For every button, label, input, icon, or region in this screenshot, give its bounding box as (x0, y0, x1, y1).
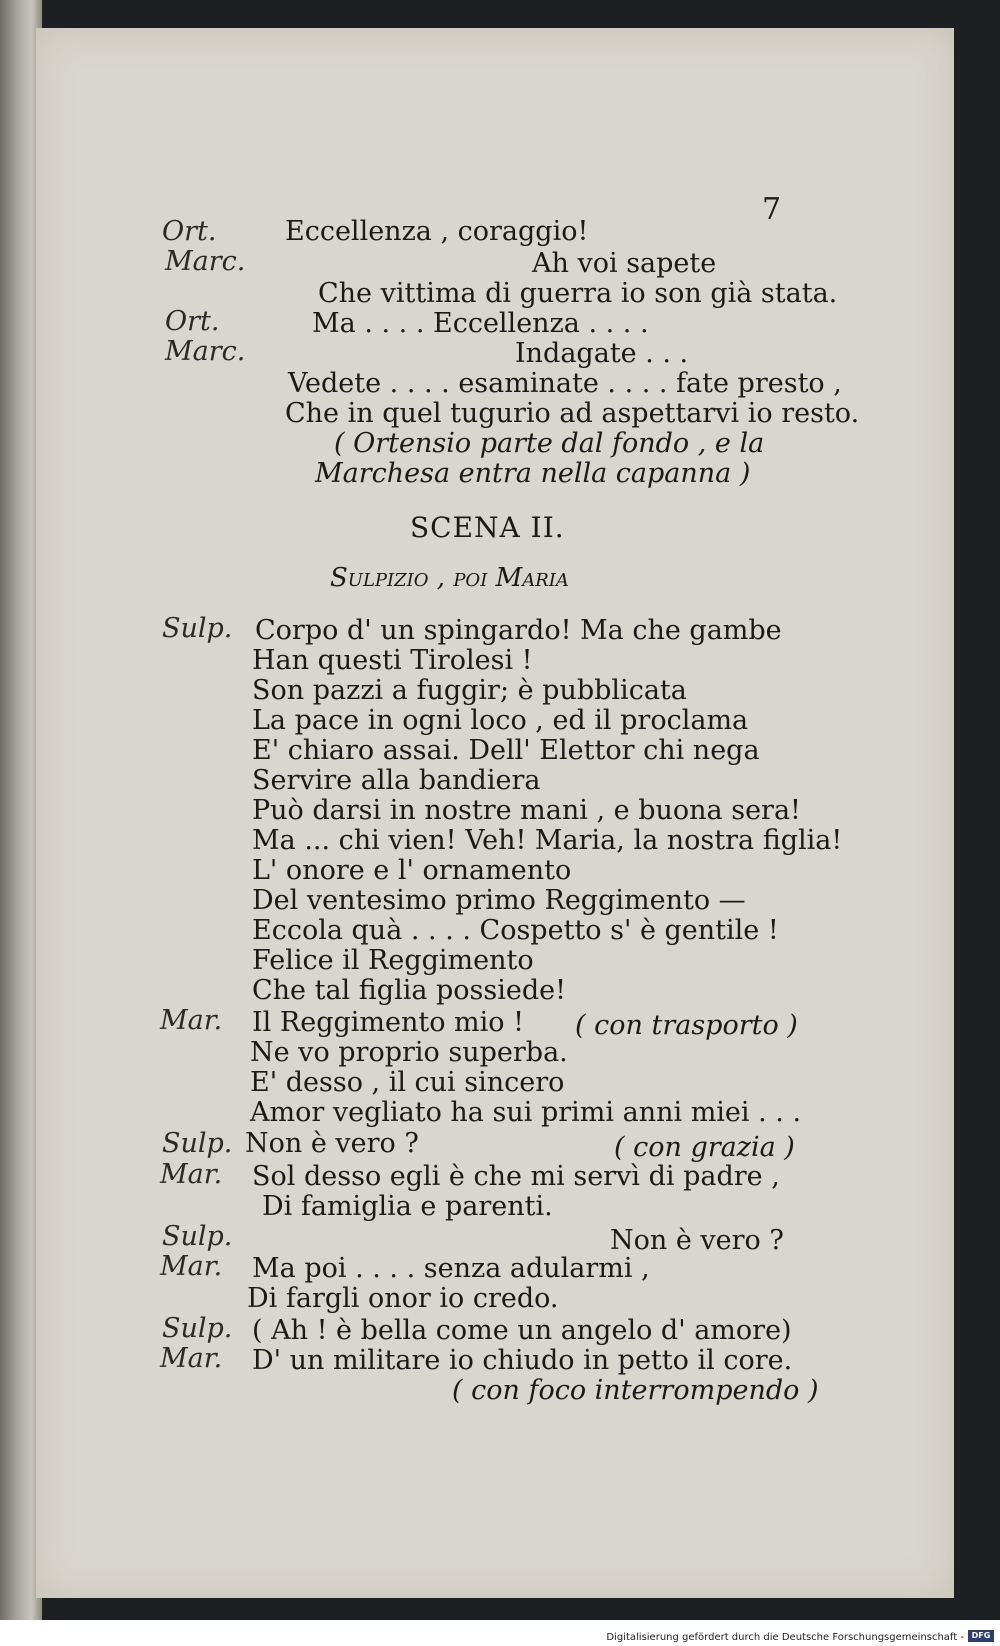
speaker-label: Marc. (165, 246, 246, 277)
stage-direction: Marchesa entra nella capanna ) (315, 458, 751, 489)
verse-line: Felice il Reggimento (252, 945, 534, 976)
character-list: Sulpizio , poi Maria (330, 563, 569, 593)
funding-notice: Digitalisierung gefördert durch die Deutsche Forschungsgemeinschaft - (606, 1632, 964, 1643)
verse-line: La pace in ogni loco , ed il proclama (252, 705, 749, 736)
verse-line: Del ventesimo primo Reggimento — (252, 885, 746, 916)
verse-line: E' chiaro assai. Dell' Elettor chi nega (252, 735, 760, 766)
verse-line: L' onore e l' ornamento (252, 855, 572, 886)
speaker-label: Sulp. (162, 613, 233, 644)
speaker-label: Sulp. (162, 1313, 233, 1344)
verse-line: Ma ... chi vien! Veh! Maria, la nostra figlia! (252, 825, 843, 856)
verse-line: Han questi Tirolesi ! (252, 645, 533, 676)
speaker-label: Mar. (160, 1343, 223, 1374)
stage-direction: ( con trasporto ) (575, 1010, 798, 1041)
speaker-label: Ort. (162, 216, 217, 247)
speaker-label: Mar. (160, 1251, 223, 1282)
scene-heading: SCENA II. (410, 511, 565, 544)
speaker-label: Ort. (165, 306, 220, 337)
stage-direction: ( con grazia ) (614, 1132, 795, 1163)
speaker-label: Sulp. (162, 1221, 233, 1252)
verse-line: Ah voi sapete (532, 248, 717, 279)
verse-line: Il Reggimento mio ! (252, 1007, 524, 1038)
stage-direction: ( Ortensio parte dal fondo , e la (334, 428, 765, 459)
verse-line: Vedete . . . . esaminate . . . . fate presto , (288, 368, 842, 399)
verse-line: Ne vo proprio superba. (250, 1037, 568, 1068)
verse-line: Di famiglia e parenti. (262, 1191, 553, 1222)
verse-line: Che in quel tugurio ad aspettarvi io resto. (285, 398, 860, 429)
verse-line: Amor vegliato ha sui primi anni miei . . . (250, 1097, 802, 1128)
verse-line: Non è vero ? (245, 1128, 419, 1159)
verse-line: Di fargli onor io credo. (247, 1283, 559, 1314)
verse-line: Può darsi in nostre mani , e buona sera! (252, 795, 801, 826)
verse-line: Corpo d' un spingardo! Ma che gambe (255, 615, 782, 646)
verse-line: D' un militare io chiudo in petto il core. (252, 1345, 793, 1376)
verse-line: Eccellenza , coraggio! (285, 216, 589, 247)
verse-line: Indagate . . . (515, 338, 689, 369)
verse-line: ( Ah ! è bella come un angelo d' amore) (252, 1315, 792, 1346)
dfg-logo: DFG (968, 1630, 994, 1642)
verse-line: Che vittima di guerra io son già stata. (318, 278, 838, 309)
stage-direction: ( con foco interrompendo ) (452, 1375, 819, 1406)
verse-line: Servire alla bandiera (252, 765, 541, 796)
speaker-label: Marc. (165, 336, 246, 367)
verse-line: Ma poi . . . . senza adularmi , (252, 1253, 650, 1284)
verse-line: Eccola quà . . . . Cospetto s' è gentile ! (252, 915, 779, 946)
page-number: 7 (762, 192, 782, 227)
verse-line: Son pazzi a fuggir; è pubblicata (252, 675, 687, 706)
verse-line: E' desso , il cui sincero (250, 1067, 565, 1098)
verse-line: Sol desso egli è che mi servì di padre , (252, 1161, 780, 1192)
verse-line: Non è vero ? (610, 1225, 784, 1256)
verse-line: Ma . . . . Eccellenza . . . . (312, 308, 649, 339)
speaker-label: Mar. (160, 1159, 223, 1190)
verse-line: Che tal figlia possiede! (252, 975, 566, 1006)
speaker-label: Mar. (160, 1005, 223, 1036)
speaker-label: Sulp. (162, 1128, 233, 1159)
